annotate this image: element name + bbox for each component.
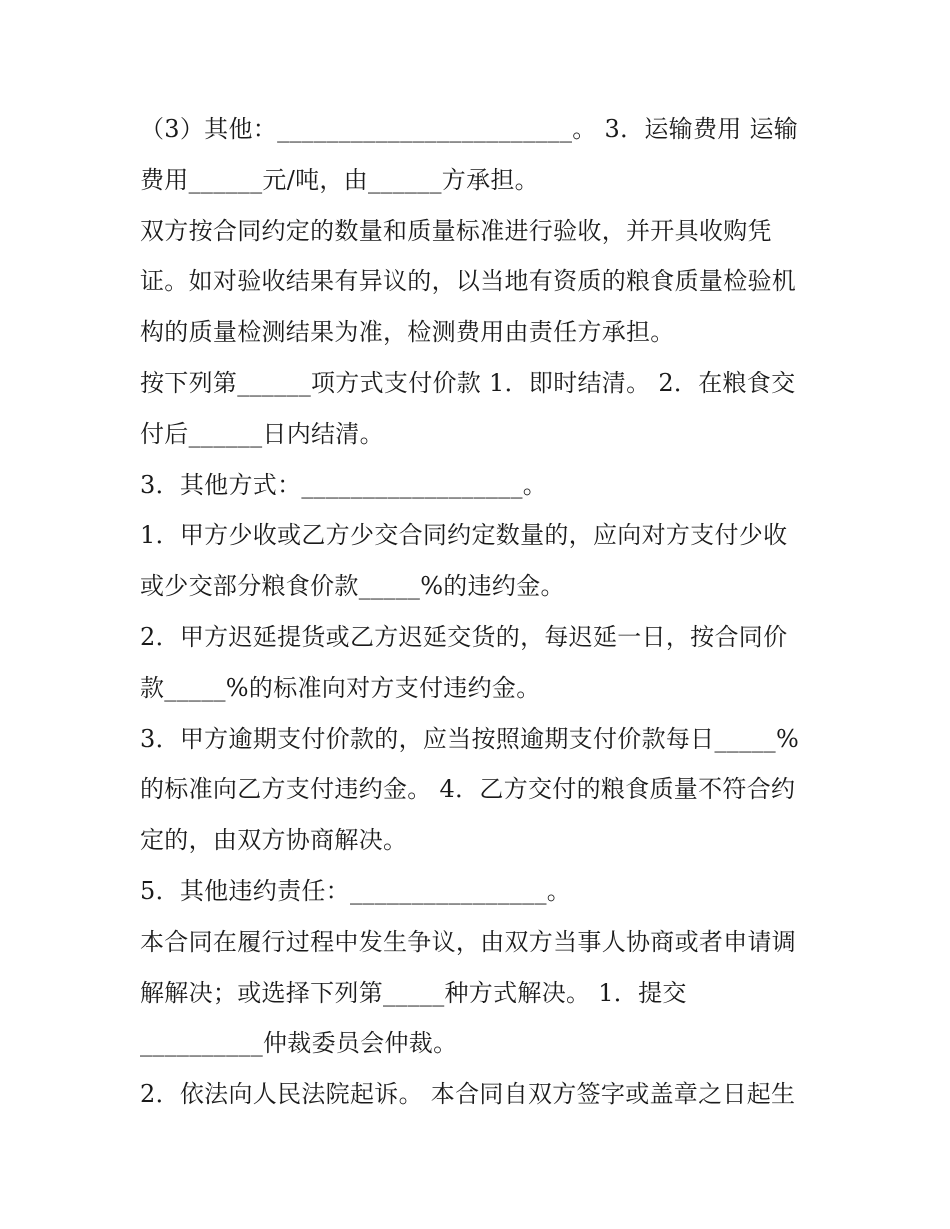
text-line: 构的质量检测结果为准，检测费用由责任方承担。 [140, 318, 675, 347]
text-line: 3．其他方式：__________________。 [140, 470, 548, 499]
text-line: 2．依法向人民法院起诉。 本合同自双方签字或盖章之日起生 [140, 1080, 796, 1109]
text-line: 5．其他违约责任：________________。 [140, 876, 572, 905]
text-line: 3．甲方逾期支付价款的，应当按照逾期支付价款每日_____% [140, 724, 800, 753]
text-line: 按下列第______项方式支付价款 1．即时结清。 2．在粮食交 [140, 368, 796, 397]
text-line: 1．甲方少收或乙方少交合同约定数量的，应向对方支付少收 [140, 521, 788, 550]
contract-body [140, 104, 820, 1120]
text-line: 款_____%的标准向对方支付违约金。 [140, 673, 541, 702]
text-line: 双方按合同约定的数量和质量标准进行验收，并开具收购凭 [140, 216, 772, 245]
text-line: 解解决；或选择下列第_____种方式解决。 1．提交 [140, 978, 687, 1007]
text-line: 或少交部分粮食价款_____%的违约金。 [140, 572, 565, 601]
text-line: 本合同在履行过程中发生争议，由双方当事人协商或者申请调 [140, 927, 797, 956]
text-line: 2．甲方迟延提货或乙方迟延交货的，每迟延一日，按合同价 [140, 622, 788, 651]
text-line: 付后______日内结清。 [140, 419, 384, 448]
text-line: （3）其他：________________________。 3．运输费用 运输 [140, 115, 799, 143]
text-line: 定的，由双方协商解决。 [140, 826, 408, 855]
text-line: 证。如对验收结果有异议的，以当地有资质的粮食质量检验机 [140, 267, 797, 296]
text-line: __________仲裁委员会仲裁。 [140, 1029, 458, 1058]
text-line: 的标准向乙方支付违约金。 4．乙方交付的粮食质量不符合约 [140, 775, 796, 804]
text-line: 费用______元/吨，由______方承担。 [140, 165, 539, 194]
